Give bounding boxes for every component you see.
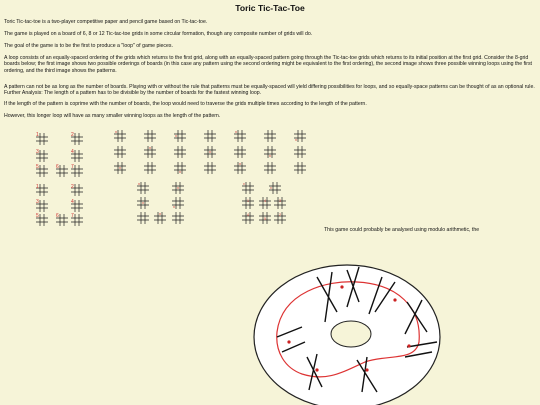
pattern-paragraph: A pattern can not be as long as the number of boards. Playing with or without the rule that patterns must be equally-spaced will yield differing possibilities for loops, and so equally-space patterns can be thought of as an optional rule. Further Analysis: The length of a pattern has to be divisible by the number of boards for the fastest winning loop.: [4, 84, 535, 97]
svg-text:2: 2: [71, 184, 74, 190]
svg-text:4: 4: [247, 213, 249, 217]
svg-text:x: x: [177, 185, 179, 190]
svg-text:1: 1: [247, 199, 249, 203]
svg-text:4: 4: [264, 199, 266, 203]
ordering-marks: [33, 130, 91, 230]
board-paragraph: The game is played on a board of 6, 8 or 12 Tic-tac-toe grids in some circular formation, though any composite number of grids will do.: [4, 31, 313, 37]
svg-text:5: 5: [264, 217, 266, 221]
svg-text:x: x: [149, 145, 151, 150]
page-title: Toric Tic-Tac-Toe: [235, 3, 305, 13]
intro-paragraph: Toric Tic-tac-toe is a two-player competitive paper and pencil game based on Tic-tac-toe.: [4, 19, 208, 25]
svg-text:x: x: [209, 149, 211, 154]
svg-text:7: 7: [71, 213, 74, 219]
svg-text:3: 3: [36, 199, 39, 205]
svg-text:x: x: [179, 169, 181, 174]
svg-text:x: x: [243, 182, 245, 186]
svg-text:5: 5: [36, 164, 39, 170]
note-text: This game could probably be analysed using modulo arithmetic, the: [324, 227, 480, 233]
loop-paragraph: A loop consists of an equally-spaced ordering of the grids which returns to the first grid, along with an equally-spaced pattern going through the Tic-tac-toe grids which returns to its initial position at the first grid. Consider the 8-grid boards below; the first image shows two possible orderings of boards (in this case any pattern using the second ordering might be equivalent to the first ordering), the second image shows three possible winning loops using the first ordering, and the third image shows the patterns.: [4, 55, 532, 74]
svg-text:x: x: [239, 161, 241, 166]
pattern-grids-left: [135, 180, 195, 228]
svg-text:7: 7: [71, 164, 74, 170]
longer-loop-paragraph: However, this longer loop will have as many smaller winning loops as the length of the pattern.: [4, 113, 221, 119]
svg-text:2: 2: [279, 213, 281, 217]
torus-drawing: [247, 242, 447, 405]
svg-text:x: x: [295, 137, 297, 142]
svg-text:1: 1: [36, 184, 39, 190]
svg-text:1: 1: [36, 132, 39, 138]
svg-text:6: 6: [56, 164, 59, 170]
coprime-paragraph: If the length of the pattern is coprime with the number of boards, the loop would need to traverse the grids multiple times according to the length of the pattern.: [4, 101, 367, 107]
svg-text:x: x: [235, 129, 237, 134]
goal-paragraph: The goal of the game is to be the first to produce a "loop" of game pieces.: [4, 43, 173, 49]
svg-text:x: x: [142, 200, 144, 205]
svg-text:x: x: [138, 181, 140, 186]
svg-text:x: x: [269, 153, 271, 158]
svg-text:4: 4: [71, 199, 74, 205]
svg-text:4: 4: [71, 149, 74, 155]
svg-text:x: x: [173, 204, 175, 209]
pattern-grids-right: [240, 180, 300, 228]
svg-text:x: x: [159, 211, 161, 216]
loop-grids: [110, 128, 310, 180]
svg-text:x: x: [115, 129, 117, 134]
svg-text:x: x: [175, 133, 177, 138]
svg-text:6: 6: [56, 213, 59, 219]
svg-text:5: 5: [36, 213, 39, 219]
svg-text:2: 2: [71, 132, 74, 138]
svg-text:x: x: [270, 186, 272, 190]
svg-text:3: 3: [279, 199, 281, 203]
svg-text:3: 3: [36, 149, 39, 155]
svg-text:x: x: [119, 165, 121, 170]
